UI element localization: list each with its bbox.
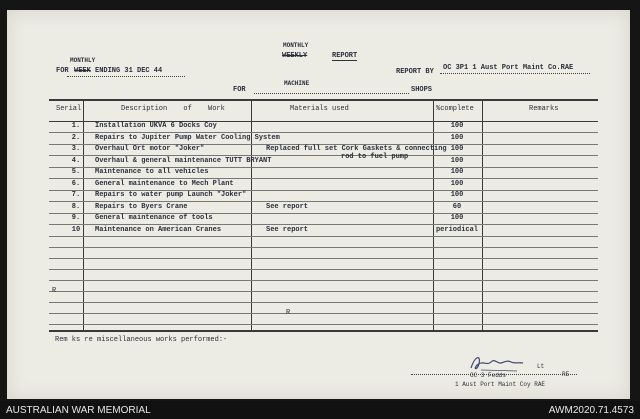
complete-cell: 100	[450, 133, 464, 142]
serial-cell: 10	[71, 225, 81, 234]
serial-cell: 9.	[71, 214, 81, 222]
blank-row-rule	[49, 313, 598, 314]
signature-corps: RE	[562, 371, 570, 378]
serial-cell: 3.	[71, 145, 81, 153]
table-row	[49, 203, 598, 214]
row-rule	[49, 236, 598, 237]
materials-cell: See report	[266, 225, 309, 234]
period-ending: ENDING 31 DEC 44	[95, 67, 163, 75]
description-cell: Overhaul Ort motor "Joker"	[95, 145, 205, 153]
description-cell: Maintenance to all vehicles	[95, 168, 209, 176]
complete-cell: 100	[450, 168, 464, 176]
stray-mark-r2: R	[286, 309, 291, 317]
shop-type: MACHINE	[284, 80, 310, 87]
title-monthly-annotation: MONTHLY	[283, 42, 309, 49]
unit-name: OC 3P1 1 Aust Port Maint Co.RAE	[443, 64, 574, 72]
table-row	[49, 168, 598, 179]
col-header-serial: Serial	[56, 105, 82, 113]
archive-reference: AWM2020.71.4573	[548, 405, 634, 416]
description-cell: Overhaul & general maintenance TUTT BRYANT	[95, 156, 272, 165]
table-top-border	[49, 99, 598, 101]
serial-cell: 8.	[71, 202, 81, 211]
blank-row-rule	[49, 247, 598, 248]
table-row	[49, 152, 598, 168]
complete-cell: 100	[450, 179, 464, 188]
table-row	[49, 226, 598, 237]
table-body	[49, 122, 598, 330]
description-cell: Repairs to water pump Launch "Joker"	[95, 191, 247, 199]
blank-row-rule	[49, 302, 598, 303]
blank-row-rule	[49, 269, 598, 270]
blank-row-rule	[49, 291, 598, 292]
description-cell: Repairs to Jupiter Pump Water Cooling System	[95, 133, 280, 142]
table-row	[49, 180, 598, 191]
col-header-materials: Materials used	[290, 105, 349, 113]
description-cell: General maintenance of tools	[95, 214, 213, 222]
materials-cell: rod to fuel pump	[341, 152, 409, 161]
table-row	[49, 122, 598, 133]
table-row	[49, 214, 598, 225]
table-row	[49, 145, 598, 156]
serial-cell: 1.	[71, 122, 81, 130]
table-row	[49, 191, 598, 202]
complete-cell: periodical	[435, 225, 478, 234]
signature-name-line: OC 3 Fedds	[470, 372, 507, 379]
blank-row-rule	[49, 280, 598, 281]
monthly-annotation: MONTHLY	[70, 57, 96, 64]
complete-cell: 100	[450, 122, 464, 130]
complete-cell: 60	[452, 202, 462, 211]
serial-cell: 6.	[71, 179, 81, 188]
shops-label: SHOPS	[411, 86, 433, 94]
blank-row-rule	[49, 324, 598, 325]
struck-period: WEEK	[74, 67, 91, 75]
title-report: REPORT	[332, 52, 358, 60]
signature-rank: Lt	[537, 363, 545, 370]
complete-cell: 100	[450, 145, 464, 153]
remarks-misc-works: Rem ks re miscellaneous works performed:-	[55, 336, 228, 344]
for-label: FOR	[56, 67, 69, 75]
serial-cell: 4.	[71, 156, 81, 165]
complete-cell: 100	[450, 156, 464, 165]
serial-cell: 2.	[71, 133, 81, 142]
report-by-label: REPORT BY	[396, 68, 434, 76]
materials-cell: See report	[266, 202, 309, 211]
col-header-description: Description of Work	[121, 105, 225, 113]
signature-unit-line: 1 Aust Port Maint Coy RAE	[455, 381, 546, 388]
col-header-remarks: Remarks	[529, 105, 559, 113]
stray-mark-r1: R	[52, 287, 57, 295]
blank-row-rule	[49, 258, 598, 259]
archive-caption-bar	[0, 401, 640, 419]
complete-cell: 100	[450, 191, 464, 199]
materials-cell: Replaced full set Cork Gaskets & connecting	[266, 145, 447, 153]
description-cell: General maintenance to Mech Plant	[95, 179, 234, 188]
table-row	[49, 134, 598, 145]
archive-name: AUSTRALIAN WAR MEMORIAL	[6, 405, 151, 416]
document-page	[7, 10, 630, 399]
col-header-complete: %complete	[436, 105, 474, 113]
description-cell: Installation UKVA 6 Docks Coy	[95, 122, 217, 130]
serial-cell: 5.	[71, 168, 81, 176]
serial-cell: 7.	[71, 191, 81, 199]
for-shops-label: FOR	[233, 86, 246, 94]
description-cell: Maintenance on American Cranes	[95, 225, 222, 234]
title-struck-weekly: WEEKLY	[282, 52, 308, 60]
complete-cell: 100	[450, 214, 464, 222]
table-bottom-border	[49, 330, 598, 332]
description-cell: Repairs to Byers Crane	[95, 202, 188, 211]
